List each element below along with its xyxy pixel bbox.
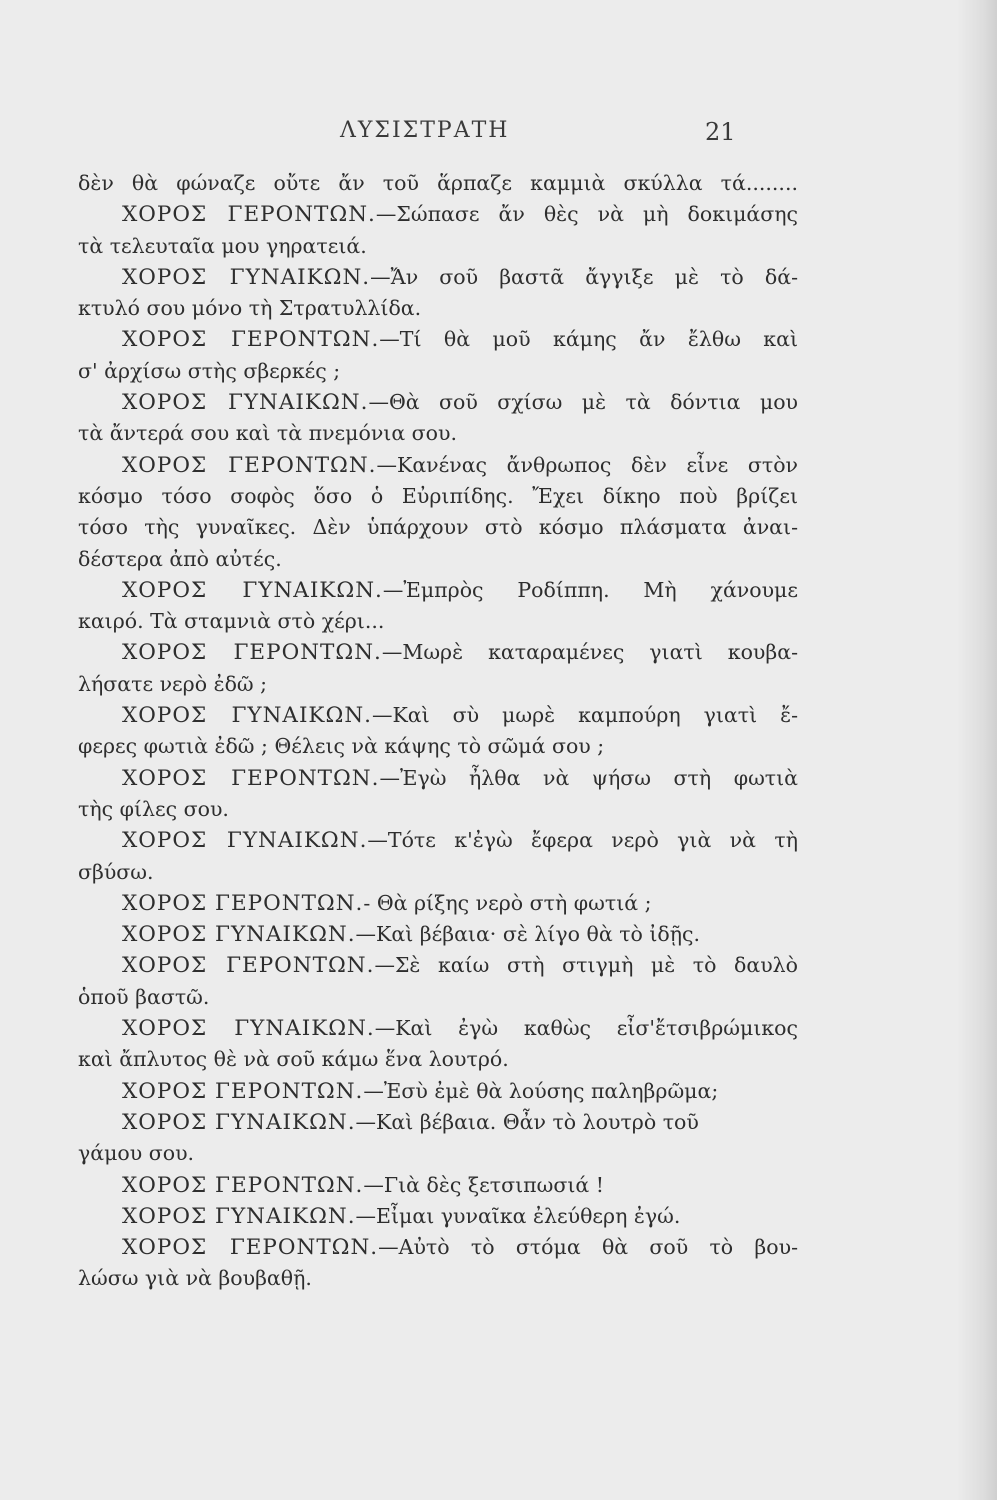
line-text: δέστερα ἀπὸ αὐτές. [78,546,282,571]
line-text: σ' ἀρχίσω στὴς σβερκές ; [78,358,341,383]
speaker-name: ΧΟΡΟΣ ΓΥΝΑΙΚΩΝ. [122,703,372,729]
line-text: —Εἶμαι γυναῖκα ἐλεύθερη ἐγώ. [355,1203,681,1228]
speaker-name: ΧΟΡΟΣ ΓΕΡΟΝΤΩΝ. [122,640,382,666]
dialogue-line [78,1013,798,1044]
speaker-name: ΧΟΡΟΣ ΓΥΝΑΙΚΩΝ. [122,922,356,948]
line-text: δὲν θὰ φώναζε οὔτε ἄν τοῦ ἅρπαζε καμμιὰ σκύλλα τά........ [78,171,798,195]
line-text: φερες φωτιὰ ἐδῶ ; Θέλεις νὰ κάψης τὸ σῶμά σου ; [78,734,605,759]
continuation-line [78,481,798,512]
continuation-line [78,293,798,324]
line-text: - Θὰ ρίξης νερὸ στὴ φωτιά ; [363,890,652,915]
line-text: —Τότε κ'ἐγὼ ἔφερα νερὸ γιὰ νὰ τὴ [367,828,798,853]
line-text: —Σὲ καίω στὴ στιγμὴ μὲ τὸ δαυλὸ [374,953,798,978]
dialogue-line [78,825,798,856]
speaker-name: ΧΟΡΟΣ ΓΥΝΑΙΚΩΝ. [122,264,371,290]
continuation-line [78,356,798,387]
line-text: τὰ ἄντερά σου καὶ τὰ πνεμόνια σου. [78,421,457,446]
page-header [0,118,997,158]
dialogue-line [78,1076,798,1107]
continuation-line [78,794,798,825]
dialogue-text-block [78,168,798,1295]
continuation-line [78,418,798,449]
speaker-name: ΧΟΡΟΣ ΓΥΝΑΙΚΩΝ. [122,1016,375,1042]
dialogue-line [78,387,798,418]
running-title: ΛΥΣΙΣΤΡΑΤΗ [340,118,510,143]
speaker-name: ΧΟΡΟΣ ΓΥΝΑΙΚΩΝ. [122,390,369,416]
speaker-name: ΧΟΡΟΣ ΓΕΡΟΝΤΩΝ. [122,452,377,478]
line-text: —Καὶ σὺ μωρὲ καμπούρη γιατὶ ἔ- [371,703,798,728]
line-text: —Μωρὲ καταραμένες γιατὶ κουβα- [381,640,798,665]
line-text: —Ἄν σοῦ βαστᾶ ἄγγιξε μὲ τὸ δά- [370,264,798,289]
continuation-line [78,231,798,262]
continuation-line [78,857,798,888]
dialogue-line [78,763,798,794]
line-text: —Ἐσὺ ἐμὲ θὰ λούσης παληβρῶμα; [363,1078,719,1103]
line-text: λώσω γιὰ νὰ βουβαθῇ. [78,1266,312,1291]
line-text: —Καὶ βέβαια. Θἆν τὸ λουτρὸ τοῦ [355,1109,699,1134]
speaker-name: ΧΟΡΟΣ ΓΕΡΟΝΤΩΝ. [122,1235,379,1261]
speaker-name: ΧΟΡΟΣ ΓΕΡΟΝΤΩΝ. [122,765,380,791]
speaker-name: ΧΟΡΟΣ ΓΕΡΟΝΤΩΝ. [122,890,364,916]
line-text: —Καὶ ἐγὼ καθὼς εἶσ'ἔτσιβρώμικος [374,1016,798,1041]
line-text: γάμου σου. [78,1141,195,1166]
dialogue-line [78,575,798,606]
continuation-line [78,669,798,700]
speaker-name: ΧΟΡΟΣ ΓΕΡΟΝΤΩΝ. [122,953,375,979]
continuation-line [78,1138,798,1169]
continuation-line [78,512,798,543]
line-text: τὰ τελευταῖα μου γηρατειά. [78,233,367,258]
continuation-line [78,606,798,637]
dialogue-line [78,450,798,481]
line-text: —Γιὰ δὲς ξετσιπωσιά ! [363,1172,604,1197]
dialogue-line [78,919,798,950]
dialogue-line [78,888,798,919]
line-text: σβύσω. [78,859,154,884]
dialogue-line [78,700,798,731]
line-text: κτυλό σου μόνο τὴ Στρατυλλίδα. [78,296,422,321]
continuation-line [78,982,798,1013]
continuation-line [78,1263,798,1294]
line-text: τόσο τὴς γυναῖκες. Δὲν ὑπάρχουν στὸ κόσμο πλάσματα ἀναι- [78,515,798,540]
dialogue-line [78,262,798,293]
line-text: τὴς φίλες σου. [78,796,229,821]
dialogue-line [78,1107,798,1138]
page-number: 21 [705,118,736,146]
line-text: —Καὶ βέβαια· σὲ λίγο θὰ τὸ ἰδῇς. [355,922,701,947]
speaker-name: ΧΟΡΟΣ ΓΥΝΑΙΚΩΝ. [122,1203,356,1229]
speaker-name: ΧΟΡΟΣ ΓΥΝΑΙΚΩΝ. [122,1109,356,1135]
speaker-name: ΧΟΡΟΣ ΓΥΝΑΙΚΩΝ. [122,828,368,854]
line-text: —Ἐγὼ ἦλθα νὰ ψήσω στὴ φωτιὰ [379,765,798,790]
line-text: —Ἐμπρὸς Ροδίππη. Μὴ χάνουμε [382,577,798,602]
dialogue-line [78,324,798,355]
dialogue-line [78,199,798,230]
line-text: κόσμο τόσο σοφὸς ὅσο ὁ Εὐριπίδης. Ἔχει δίκηο ποὺ βρίζει [78,483,798,508]
dialogue-line [78,1201,798,1232]
line-text: καὶ ἄπλυτος θὲ νὰ σοῦ κάμω ἕνα λουτρό. [78,1047,509,1072]
dialogue-line [78,950,798,981]
line-text: καιρό. Τὰ σταμνιὰ στὸ χέρι... [78,609,385,634]
dialogue-line [78,1170,798,1201]
speaker-name: ΧΟΡΟΣ ΓΕΡΟΝΤΩΝ. [122,202,376,228]
line-text: —Θὰ σοῦ σχίσω μὲ τὰ δόντια μου [368,390,798,415]
line-text: —Τί θὰ μοῦ κάμης ἄν ἔλθω καὶ [379,327,798,352]
line-text: ὁποῦ βαστῶ. [78,984,210,1009]
dialogue-line [78,1232,798,1263]
line-text: λήσατε νερὸ ἐδῶ ; [78,671,268,696]
continuation-line [78,1044,798,1075]
speaker-name: ΧΟΡΟΣ ΓΕΡΟΝΤΩΝ. [122,1078,364,1104]
continuation-line [78,168,798,199]
line-text: —Κανένας ἄνθρωπος δὲν εἶνε στὸν [376,452,798,477]
speaker-name: ΧΟΡΟΣ ΓΕΡΟΝΤΩΝ. [122,1172,364,1198]
dialogue-line [78,637,798,668]
speaker-name: ΧΟΡΟΣ ΓΕΡΟΝΤΩΝ. [122,327,380,353]
continuation-line [78,544,798,575]
continuation-line [78,731,798,762]
line-text: —Σώπασε ἄν θὲς νὰ μὴ δοκιμάσης [375,202,798,227]
line-text: —Αὐτὸ τὸ στόμα θὰ σοῦ τὸ βου- [378,1235,798,1260]
speaker-name: ΧΟΡΟΣ ΓΥΝΑΙΚΩΝ. [122,577,383,603]
